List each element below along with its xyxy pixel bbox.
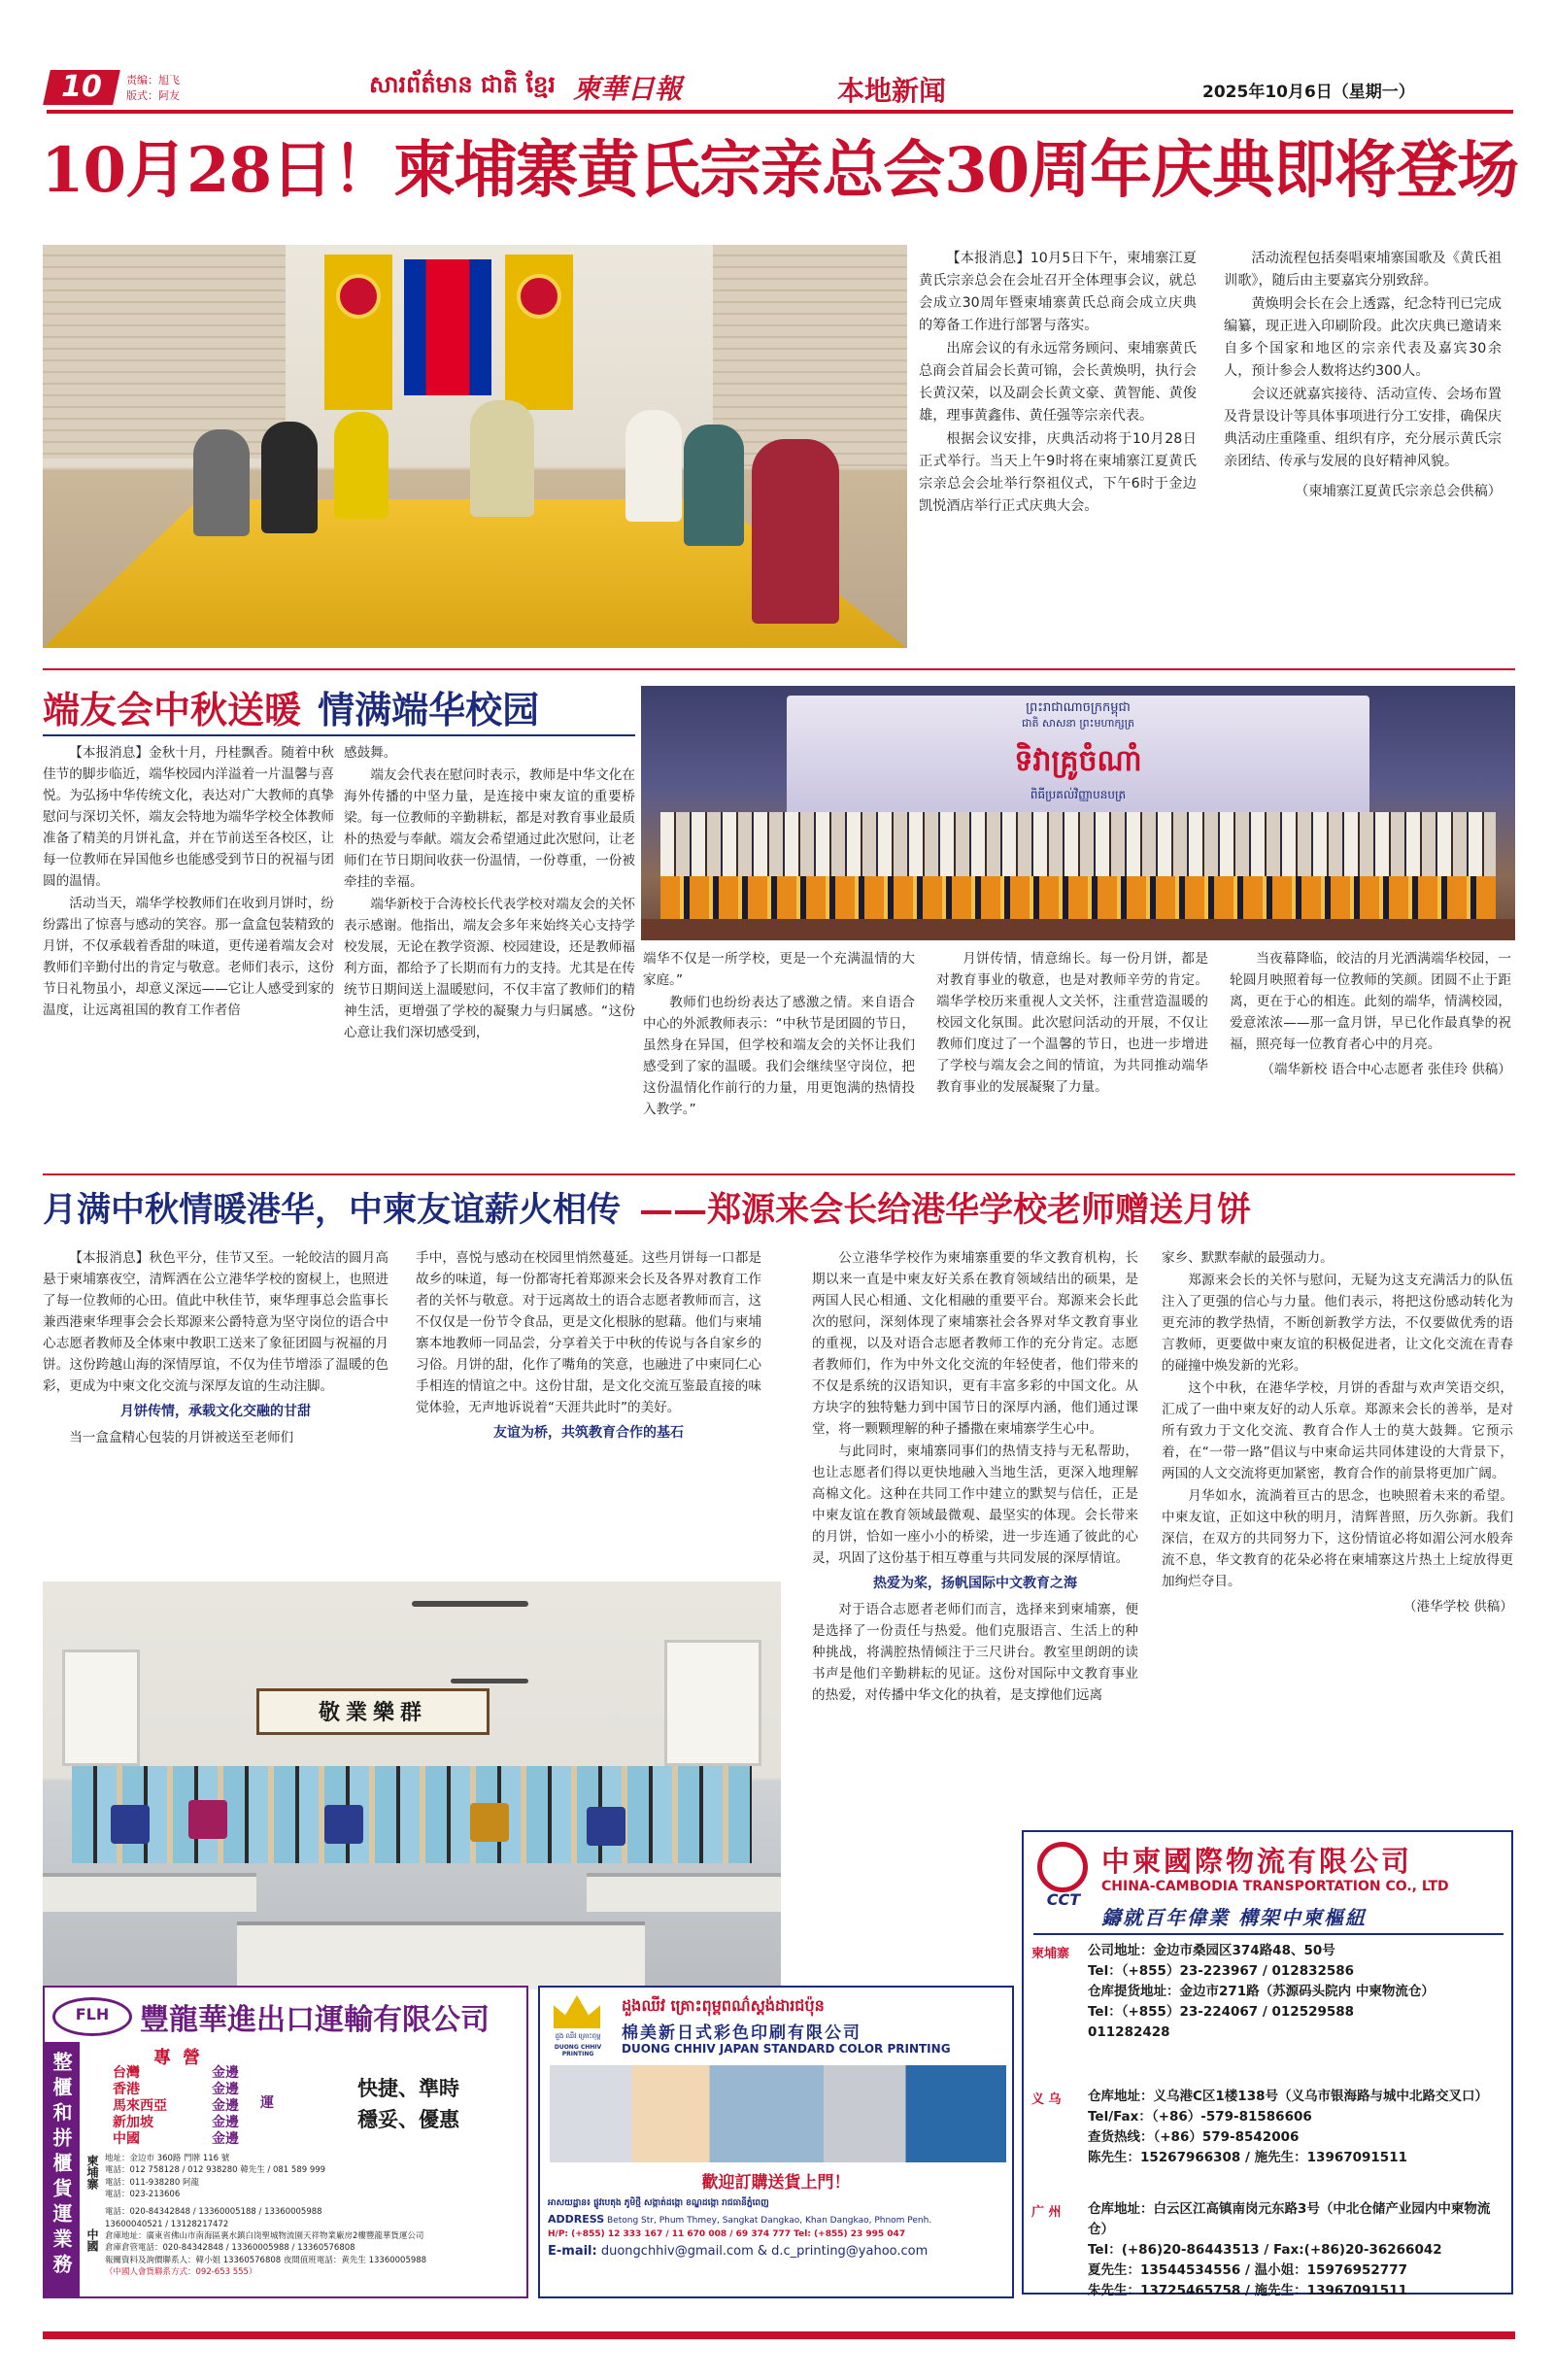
article2-headline-b: 情满端华校园 [318,688,540,731]
paragraph: 家乡、默默奉献的最强动力。 [1162,1250,1334,1266]
cct-line: 仓库地址：义乌港C区1楼138号（义乌市银海路与城中北路交叉口） [1088,2089,1488,2104]
person [261,422,318,533]
cct-line: 仓库地址：白云区江高镇南岗元东路3号（中北仓储产业园内中柬物流仓） [1088,2201,1491,2237]
cct-divider [1033,1933,1503,1935]
dc-email-label: E-mail: [548,2243,597,2259]
flh-zhuanying: 專營 [153,2048,212,2068]
mooncake-box [587,1807,625,1846]
flh-detail-line: 電話：011-938280 阿龍 [105,2177,199,2188]
paragraph: 公立港华学校作为柬埔寨重要的华文教育机构，长期以来一直是中柬友好关系在教育领域结出的硕果，是两国人民心相通、文化相融的重要平台。郑源来会长此次的慰问，深刻体现了柬埔寨社会各界对华文教育事业的重视，以及对语合志愿者教师工作的充分肯定。志愿者教师们，作为中外文化交流的年轻使者，他们带来的不仅是系统的汉语知识，更有丰富多彩的中国文化。从方块字的独特魅力到中国节日的深厚内涵，他们通过课堂，将一颗颗理解的种子播撒在柬埔寨学生心中。 [812,1250,1138,1438]
dc-photo-strip [550,2065,1006,2162]
dc-welcome: 歡迎訂購送貨上門！ [701,2173,851,2193]
cct-line: Tel：（+855）23-224067 / 012529588 [1088,2003,1355,2020]
person [625,410,682,522]
route-origin: 香港 [113,2082,140,2097]
route-origin: 中國 [113,2131,140,2147]
dc-contact [548,2197,1010,2261]
credit: （柬埔寨江夏黄氏宗亲总会供稿） [1295,484,1502,499]
paragraph: 端友会代表在慰问时表示，教师是中华文化在海外传播的中坚力量，是连接中柬友谊的重要桥梁。每一位教师的辛勤耕耘，都是对教育事业最质朴的热爱与奉献。端友会希望通过此次慰问，让老师们在节日期间收获一份温情，一份尊重，一份被牵挂的幸福。 [344,767,635,891]
mooncake-box [324,1805,363,1844]
desk [43,1873,256,1912]
route-origin: 馬來西亞 [113,2098,167,2114]
cct-city: 柬埔寨 [1031,1947,1070,1961]
article2-col5 [1230,948,1511,1081]
paragraph: 郑源来会长的关怀与慰问，无疑为这支充满活力的队伍注入了更强的信心与力量。他们表示，将把这份感动转化为更充沛的教学热情，不断创新教学方法，不仅要做优秀的语言教师，更要做中柬友谊的积极促进者，让文化交流在青春的碰撞中焕发新的光彩。 [1162,1273,1513,1375]
flh-detail-line: 地址：金边市 360路 門牌 116 號 [105,2154,230,2163]
route-dest: 金邊 [212,2115,239,2130]
dc-address-row [548,2211,1010,2228]
flh-routes-left [113,2065,200,2148]
dc-address-khmer: អាសយដ្ឋាន៖ ផ្លូវបេតុង ភូមិថ្មី សង្កាត់ដង្កោ ខណ្ឌដង្កោ រាជធានីភ្នំពេញ [548,2198,769,2208]
mooncake-box [111,1805,150,1844]
route-dest: 金邊 [212,2098,239,2114]
flh-detail-line: 電話：020-84342848 / 13360005188 / 13360005988 [105,2207,322,2218]
article3-col1 [43,1247,388,1449]
cct-logo-text: CCT [1046,1890,1081,1909]
paragraph: 黄焕明会长在会上透露，纪念特刊已完成编纂，现正进入印刷阶段。此次庆典已邀请来自多个国家和地区的宗亲代表及嘉宾30余人，预计参会人数将达约300人。 [1224,296,1502,379]
cct-line: 夏先生：13544534556 / 温小姐：15976952777 [1088,2261,1407,2278]
article2-col4 [936,948,1208,1099]
dc-address-label: ADDRESS [548,2212,605,2226]
paragraph: 根据会议安排，庆典活动将于10月28日正式举行。当天上午9时将在柬埔寨江夏黄氏宗亲总会会址举行祭祖仪式，下午6时于金边凯悦酒店举行正式庆典大会。 [919,431,1197,514]
flh-detail-line: （中國人會貨聯系方式：092-653 555） [105,2266,257,2277]
group-of-teachers [660,812,1496,880]
stage-floor [641,919,1515,940]
mooncake-box [188,1800,227,1839]
credit: （端华新校 语合中心志愿者 张佳玲 供稿） [1261,1062,1511,1078]
person [334,412,388,519]
emblem-icon-right [517,274,561,319]
flh-slogan: 快捷、準時 [357,2076,459,2100]
classroom-banner-text: 敬業樂群 [318,1700,427,1725]
paragraph: 端华不仅是一所学校，更是一个充满温情的大家庭。” [643,951,915,989]
cct-block-1 [1088,1941,1505,2043]
cct-slogan: 鑄就百年偉業 構架中柬樞紐 [1101,1906,1367,1929]
section-title: 本地新闻 [837,75,947,107]
section-rule [43,668,1515,670]
route-origin: 新加坡 [113,2115,153,2130]
window [62,1649,140,1766]
flh-side-text: 整櫃和拼櫃貨運業務 [50,2052,73,2279]
dc-brand-kh: ដួង ឈីវ គ្រោះពុម្ព [555,2032,601,2040]
article2-photo [641,686,1515,940]
page-header [0,0,1554,115]
flh-route-suffix: 運 [260,2095,274,2111]
person [752,439,839,624]
paragraph: 会议还就嘉宾接待、活动宣传、会场布置及背景设计等具体事项进行分工安排，确保庆典活动庄重隆重、组织有序，充分展示黄氏宗亲团结、传承与发展的良好精神风貌。 [1224,387,1502,469]
section-rule [43,1173,1515,1175]
person [470,400,534,517]
cct-line: 公司地址：金边市桑园区374路48、50号 [1088,1943,1335,1958]
dc-email-row [548,2242,1010,2261]
cambodia-flag [404,259,491,395]
flh-logo-text: FLH [75,2005,110,2023]
flh-location: 中國 [85,2228,99,2252]
banner-title: ទិវាគ្រូចំណាំ [1014,744,1142,778]
dc-name-en: DUONG CHHIV JAPAN STANDARD COLOR PRINTING [622,2042,951,2056]
credit: （港华学校 供稿） [1402,1599,1513,1615]
paragraph: 当一盒盒精心包装的月饼被送至老师们 [69,1429,294,1445]
dc-address: Betong Str, Phum Thmey, Sangkat Dangkao, Khan Dangkao, Phnom Penh. [607,2215,932,2226]
article3-col3 [812,1247,1138,1707]
article2-col3 [643,948,915,1121]
headline-rule [43,734,635,736]
cct-city: 广 州 [1031,2205,1062,2220]
gift-boxes-row [660,876,1496,919]
dc-phone: H/P: (+855) 12 333 167 / 11 670 008 / 69 374 777 Tel: (+855) 23 995 047 [548,2228,906,2239]
person [193,429,250,536]
paragraph: 当夜幕降临，皎洁的月光洒满端华校园，一轮圆月映照着每一位教师的笑颜。团圆不止于距离，更在于心的相连。此刻的端华，情满校园，爱意浓浓——那一盒月饼，早已化作最真挚的祝福，照亮每一位教育者心中的月亮。 [1230,951,1511,1053]
cct-line: 011282428 [1088,2023,1170,2040]
article2-col1 [43,742,334,1022]
paragraph: 月饼传情，情意绵长。每一份月饼，都是对教育事业的敬意，也是对教师辛劳的肯定。端华学校历来重视人文关怀，注重营造温暖的校园文化氛围。此次慰问活动的开展，不仅让教师们度过了一个温馨的节日，也进一步增进了学校与端友会之间的情谊，为共同推动端华教育事业的发展凝聚了力量。 [936,951,1208,1096]
route-origin: 台灣 [113,2065,140,2081]
flh-details [105,2153,523,2278]
crown-icon [554,1995,600,2028]
paragraph: 对于语合志愿者老师们而言，选择来到柬埔寨，便是选择了一份责任与热爱。他们克服语言、生活上的种种挑战，将满腔热情倾注于三尺讲台。教室里朗朗的读书声是他们辛勤耕耘的见证。这份对国际中文教育事业的热爱，对传播中华文化的执着，是支撑他们远离 [812,1601,1138,1703]
flh-detail-line: 電話：023-213606 [105,2189,181,2199]
cct-block-3 [1088,2199,1505,2301]
person [684,425,744,546]
cct-name-cn: 中柬國際物流有限公司 [1101,1845,1413,1878]
teachers-group [72,1766,752,1863]
designer-label: 版式：阿友 [126,89,180,102]
cct-line: Tel：（+855）23-223967 / 012832586 [1088,1962,1355,1979]
paragraph: 【本报消息】10月5日下午，柬埔寨江夏黄氏宗亲总会在会址召开全体理事会议，就总会成立30周年暨柬埔寨黄氏总商会成立庆典的筹备工作进行部署与落实。 [919,251,1197,333]
article2-headline-a: 端友会中秋送暖 [43,688,302,731]
flh-detail-line: 13600040521 / 13128217472 [105,2219,229,2229]
route-dest: 金邊 [212,2082,239,2097]
flh-detail-line: 倉庫倉管電話：020-84342848 / 13360005988 / 13360576808 [105,2243,355,2254]
dc-name-cn: 棉美新日式彩色印刷有限公司 [622,2023,861,2043]
paragraph: 这个中秋，在港华学校，月饼的香甜与欢声笑语交织，汇成了一曲中柬友好的动人乐章。郑源来会长的善举，是对所有致力于文化交流、教育合作人士的莫大鼓舞。它预示着，在“一带一路”倡议与中柬命运共同体建设的大背景下，两国的人文交流将更加紧密，教育合作的前景将更加广阔。 [1162,1380,1513,1482]
article1-text [919,248,1502,519]
header-rule [47,110,1513,114]
article2-col2 [344,742,635,1044]
cct-line: 仓库提货地址：金边市271路（苏源码头院内 中柬物流仓） [1088,1983,1435,1999]
desk [587,1873,781,1912]
banner-text: ព្រះរាជាណាចក្រកម្ពុជា [1026,700,1131,715]
cct-city: 义 乌 [1031,2092,1062,2107]
paragraph: 活动当天，端华学校教师们在收到月饼时，纷纷露出了惊喜与感动的笑容。那一盒盒包装精致的月饼，不仅承载着香甜的味道，更传递着端友会对教师们辛勤付出的肯定与敬意。老师们表示，这份节日礼物虽小，却意义深远——它让人感受到家的温度，让远离祖国的教育工作者倍 [43,896,334,1019]
article3-headline-b: ——郑源来会长给港华学校老师赠送月饼 [639,1190,1252,1230]
issue-date: 2025年10月6日（星期一） [1202,83,1415,102]
article1-photo [43,245,907,648]
flh-detail-line: 報關資料及詢價聯系人：韓小姐 13360576808 夜間值班電話：黄先生 13360005988 [105,2255,427,2265]
window-shutters-right [713,245,907,468]
cct-line: 陈先生：15267966308 / 施先生：13967091511 [1088,2149,1407,2165]
cct-line: 朱先生：13725465758 / 施先生：13967091511 [1088,2282,1407,2298]
ad-fenglong [43,1986,528,2298]
emblem-icon [336,274,381,319]
paragraph: 教师们也纷纷表达了感激之情。来自语合中心的外派教师表示：“中秋节是团圆的节日，虽然身在异国，但学校和端友会的关怀让我们感受到了家的温暖。我们会继续坚守岗位，把这份温情化作前行的力量，用更饱满的热情投入教学。” [643,995,915,1118]
paragraph: 【本报消息】金秋十月，丹桂飘香。随着中秋佳节的脚步临近，端华校园内洋溢着一片温馨与喜悦。为弘扬中华传统文化，表达对广大教师的真挚慰问与深切关怀，端友会特地为端华学校全体教师准备了精美的月饼礼盒，并在节前送至各校区，让每一位教师在异国他乡也能感受到节日的祝福与团圆的温情。 [43,745,334,890]
article3-headline-a: 月满中秋情暖港华，中柬友谊薪火相传 [43,1190,622,1230]
dc-email[interactable]: duongchhiv@gmail.com & d.c_printing@yahoo.com [600,2243,929,2259]
subheading: 友谊为桥，共筑教育合作的基石 [493,1425,684,1442]
window [664,1640,761,1766]
ad-duongchhiv [538,1986,1014,2298]
flh-name: 豐龍華進出口運輸有限公司 [140,2003,490,2037]
cct-line: Tel：(+86)20-86443513 / Fax:(+86)20-36266042 [1088,2241,1442,2258]
cct-line: 查货热线：（+86）579-8542006 [1088,2128,1300,2145]
article3-photo [43,1581,781,1989]
footer-rule [43,2331,1515,2339]
route-dest: 金邊 [212,2131,239,2147]
article1-headline: 10月28日！柬埔寨黄氏宗亲总会30周年庆典即将登场 [41,134,1519,207]
flh-detail-line: 倉庫地址：廣東省佛山市南海區裏水鎮白岗聖城物流園天祥物業廠房2樓豐龍華貨運公司 [105,2230,424,2241]
cct-line: Tel/Fax：（+86）-579-81586606 [1088,2108,1312,2125]
page-number: 10 [61,70,102,104]
flh-detail-line: 電話：012 758128 / 012 938280 韓先生 / 081 589 999 [105,2165,326,2176]
paragraph: 出席会议的有永远常务顾问、柬埔寨黄氏总商会首届会长黄可锦，会长黄焕明，执行会长黄汉荣，以及副会长黄文豪、黄智能、黄俊雄，理事黄鑫伟、黄任强等宗亲代表。 [919,341,1197,424]
cct-name-en: CHINA-CAMBODIA TRANSPORTATION CO., LTD [1101,1879,1449,1894]
banner-text: ជាតិ សាសនា ព្រះមហាក្សត្រ [1022,717,1134,730]
editor-label: 责编：旭飞 [126,74,180,86]
cct-logo-icon [1037,1842,1088,1892]
article3-col2 [416,1247,761,1448]
desk [237,1921,645,1989]
paragraph: 感鼓舞。 [344,745,397,761]
dc-title-khmer: ដួងឈីវ គ្រោះពុម្ពពណ៌ស្ដង់ដារជប៉ុន [622,1996,825,2015]
subheading: 热爱为桨，扬帆国际中文教育之海 [873,1576,1077,1592]
ad-cct [1022,1830,1513,2298]
route-dest: 金邊 [212,2065,239,2081]
dc-brand-en: DUONG CHHIV PRINTING [554,2044,602,2057]
cct-block-2 [1088,2087,1505,2168]
article3-col4 [1162,1247,1513,1618]
paragraph: 手中，喜悦与感动在校园里悄然蔓延。这些月饼每一口都是故乡的味道，每一份都寄托着郑源来会长及各界对教育工作者的关怀与敬意。对于远离故土的语合志愿者教师而言，这不仅仅是一份节令食品，更是文化根脉的慰藉。他们与柬埔寨本地教师一同品尝，分享着关于中秋的传说与各自家乡的习俗。月饼的甜，化作了嘴角的笑意，也融进了中柬同仁心手相连的情谊之中。这份甘甜，是文化交流互鉴最直接的味觉体验，无声地诉说着“天涯共此时”的美好。 [416,1250,761,1416]
ceiling-fan-icon [412,1601,528,1607]
banner-text: ពិធីប្រគល់វិញ្ញាបនបត្រ [1030,788,1127,801]
flh-location: 柬埔寨 [85,2155,99,2190]
paragraph: 活动流程包括奏唱柬埔寨国歌及《黄氏祖训歌》，随后由主要嘉宾分别致辞。 [1224,251,1502,289]
paragraph: 月华如水，流淌着亘古的思念，也映照着未来的希望。中柬友谊，正如这中秋的明月，清辉普照，历久弥新。我们深信，在双方的共同努力下，这份情谊必将如湄公河水般奔流不息，华文教育的花朵必将在柬埔寨这片热土上绽放得更加绚烂夺目。 [1162,1488,1513,1590]
subheading: 月饼传情，承载文化交融的甘甜 [120,1404,311,1420]
ceiling-fan-icon [451,1679,528,1683]
paragraph: 【本报消息】秋色平分，佳节又至。一轮皎洁的圆月高悬于柬埔寨夜空，清辉洒在公立港华学校的窗棂上，也照进了每一位教师的心田。值此中秋佳节，柬华理事总会监事长兼西港柬华理事会会长郑源来公爵特意为坚守岗位的语合中心志愿者教师及全体柬中教职工送来了象征团圆与祝福的月饼。这份跨越山海的深情厚谊，不仅为佳节增添了温暖的色彩，更成为中柬文化交流与深厚友谊的生动注脚。 [43,1250,388,1395]
masthead-khmer: សារព័ត៌មាន ជាតិ ខ្មែរ [369,71,556,98]
paragraph: 与此同时，柬埔寨同事们的热情支持与无私帮助，也让志愿者们得以更快地融入当地生活，更深入地理解高棉文化。这种在共同工作中建立的默契与信任，正是中柬友谊在教育领域最微观、最坚实的体现。会长带来的月饼，恰如一座小小的桥梁，进一步连通了彼此的心灵，巩固了这份基于相互尊重与共同发展的深厚情谊。 [812,1444,1138,1567]
masthead-chinese: 柬華日報 [573,73,683,105]
flh-slogan: 穩妥、優惠 [357,2107,459,2131]
article3-headline [43,1183,1515,1238]
window-shutters [43,245,286,459]
paragraph: 端华新校于合涛校长代表学校对端友会的关怀表示感谢。他指出，端友会多年来始终关心支持学校发展，无论在教学资源、校园建设，还是教师福利方面，都给予了长期而有力的支持。尤其是在传统节日期间送上温暖慰问，不仅丰富了教师们的精神生活，更增强了学校的凝聚力与归属感。“这份心意让我们深切感受到， [344,897,635,1041]
mooncake-box [470,1803,509,1842]
article2-headline [43,680,645,734]
